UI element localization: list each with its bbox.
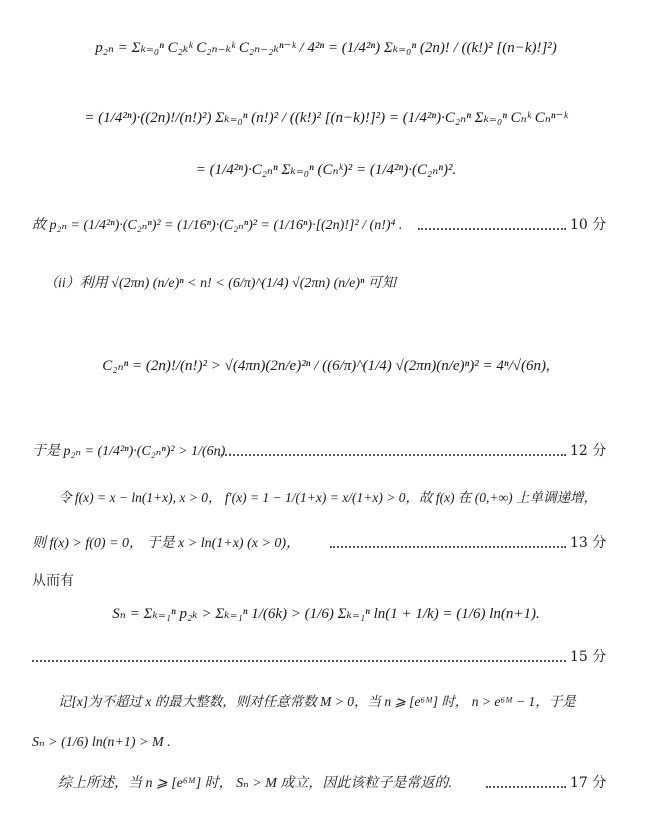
conclusion-p2n-bound: 于是 p₂ₙ = (1/4²ⁿ)·(C₂ₙⁿ)² > 1/(6n) . (32, 444, 233, 459)
equation-p2n-step3: = (1/4²ⁿ)·C₂ₙⁿ Σₖ₌₀ⁿ (Cₙᵏ)² = (1/4²ⁿ)·(C₂ₙⁿ)². (195, 162, 457, 178)
score-leader-dots (418, 228, 566, 230)
score-12: 12 分 (570, 443, 607, 459)
floor-function-argument: 记[x]为不超过 x 的最大整数，则对任意常数 M > 0，当 n ⩾ [e⁶ᴹ] 时， n > e⁶ᴹ − 1，于是 (58, 694, 576, 709)
final-conclusion: 综上所述，当 n ⩾ [e⁶ᴹ] 时， Sₙ > M 成立，因此该粒子是常返的. (58, 776, 452, 791)
score-leader-dots (32, 660, 566, 662)
score-leader-dots (486, 786, 566, 788)
score-17: 17 分 (570, 775, 607, 791)
score-10: 10 分 (570, 217, 607, 233)
partial-sum-exceeds-m: Sₙ > (1/6) ln(n+1) > M . (32, 735, 171, 750)
define-auxiliary-function: 令 f(x) = x − ln(1+x), x > 0， f′(x) = 1 − 1/(1+x) = x/(1+x) > 0，故 f(x) 在 (0,+∞) 上单调递增， (58, 490, 598, 505)
equation-p2n-step2: = (1/4²ⁿ)·((2n)!/(n!)²) Σₖ₌₀ⁿ (n!)² / ((k!)² [(n−k)!]²) = (1/4²ⁿ)·C₂ₙⁿ Σₖ₌₀ⁿ Cₙᵏ Cₙⁿ⁻ᵏ (84, 110, 568, 126)
log-inequality: 则 f(x) > f(0) = 0， 于是 x > ln(1+x) (x > 0)， (32, 536, 301, 551)
equation-binomial-lower-bound: C₂ₙⁿ = (2n)!/(n!)² > √(4πn)(2n/e)²ⁿ / ((6/π)^(1/4) √(2πn)(n/e)ⁿ)² = 4ⁿ/√(6n), (102, 358, 550, 374)
score-15: 15 分 (570, 649, 607, 665)
part-ii-stirling-bound: （ii）利用 √(2πn) (n/e)ⁿ < n! < (6/π)^(1/4) √(2πn) (n/e)ⁿ 可知 (44, 276, 396, 291)
equation-partial-sum-bound: Sₙ = Σₖ₌₁ⁿ p₂ₖ > Σₖ₌₁ⁿ 1/(6k) > (1/6) Σₖ₌₁ⁿ ln(1 + 1/k) = (1/6) ln(n+1). (112, 606, 540, 622)
score-leader-dots (330, 546, 566, 548)
equation-p2n-definition: p₂ₙ = Σₖ₌₀ⁿ C₂ₖᵏ C₂ₙ₋ₖᵏ C₂ₙ₋₂ₖⁿ⁻ᵏ / 4²ⁿ = (1/4²ⁿ) Σₖ₌₀ⁿ (2n)! / ((k!)² [(n−k)!]²) (95, 40, 557, 56)
therefore-label: 从而有 (32, 573, 74, 589)
score-13: 13 分 (570, 535, 607, 551)
score-leader-dots (218, 454, 566, 456)
conclusion-p2n: 故 p₂ₙ = (1/4²ⁿ)·(C₂ₙⁿ)² = (1/16ⁿ)·(C₂ₙⁿ)² = (1/16ⁿ)·[(2n)!]² / (n!)⁴ . (32, 218, 403, 233)
